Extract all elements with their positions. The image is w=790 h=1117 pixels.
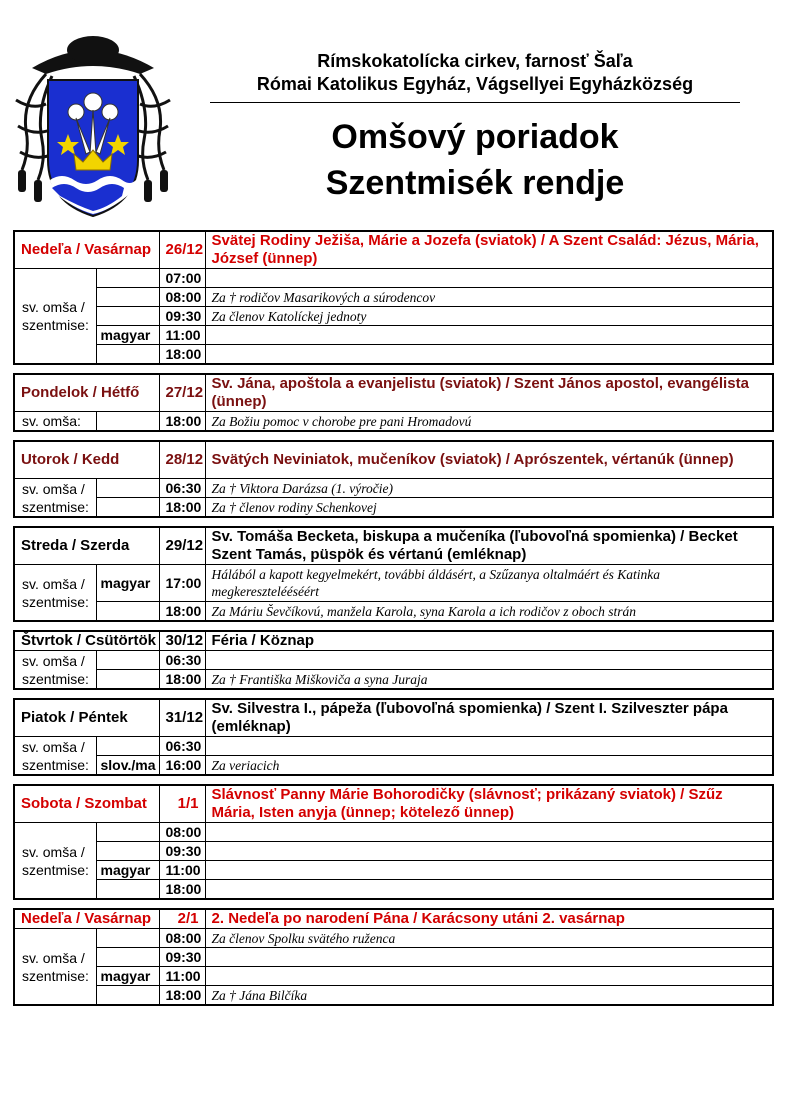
mass-row bbox=[14, 986, 773, 1006]
mass-row bbox=[14, 269, 773, 288]
day-block bbox=[13, 373, 774, 432]
mass-time: 11:00 bbox=[159, 326, 205, 345]
mass-time: 08:00 bbox=[159, 823, 205, 842]
mass-row bbox=[14, 929, 773, 948]
mass-language: magyar bbox=[96, 326, 159, 345]
mass-intention bbox=[205, 326, 773, 345]
mass-row bbox=[14, 565, 773, 602]
day-name: Piatok / Péntek bbox=[14, 699, 159, 737]
mass-intention: Za † členov rodiny Schenkovej bbox=[205, 498, 773, 518]
mass-time: 07:00 bbox=[159, 269, 205, 288]
mass-intention bbox=[205, 842, 773, 861]
mass-intention bbox=[205, 948, 773, 967]
mass-row bbox=[14, 948, 773, 967]
mass-label: sv. omša / szentmise: bbox=[14, 565, 96, 622]
mass-language bbox=[96, 880, 159, 900]
mass-language bbox=[96, 307, 159, 326]
mass-label: sv. omša / szentmise: bbox=[14, 929, 96, 1006]
mass-time: 17:00 bbox=[159, 565, 205, 602]
day-name: Pondelok / Hétfő bbox=[14, 374, 159, 412]
mass-row bbox=[14, 670, 773, 690]
feast-title: Sv. Silvestra I., pápeža (ľubovoľná spomienka) / Szent I. Szilveszter pápa (emléknap) bbox=[205, 699, 773, 737]
mass-row bbox=[14, 967, 773, 986]
mass-label: sv. omša / szentmise: bbox=[14, 823, 96, 900]
mass-time: 11:00 bbox=[159, 967, 205, 986]
mass-intention bbox=[205, 269, 773, 288]
day-block bbox=[13, 784, 774, 900]
mass-time: 18:00 bbox=[159, 986, 205, 1006]
mass-time: 18:00 bbox=[159, 670, 205, 690]
mass-row bbox=[14, 288, 773, 307]
mass-time: 09:30 bbox=[159, 842, 205, 861]
day-block bbox=[13, 698, 774, 776]
mass-row bbox=[14, 823, 773, 842]
page-title-hungarian: Szentmisék rendje bbox=[325, 164, 625, 202]
mass-time: 18:00 bbox=[159, 412, 205, 432]
day-date: 1/1 bbox=[159, 785, 205, 823]
mass-language bbox=[96, 842, 159, 861]
mass-time: 18:00 bbox=[159, 498, 205, 518]
feast-title: Slávnosť Panny Márie Bohorodičky (slávnosť; prikázaný sviatok) / Szűz Mária, Isten anyja (ünnep; kötelező ünnep) bbox=[205, 785, 773, 823]
mass-schedule bbox=[13, 230, 774, 1014]
feast-title: Féria / Köznap bbox=[205, 631, 773, 651]
mass-row bbox=[14, 861, 773, 880]
mass-intention: Za členov Spolku svätého ruženca bbox=[205, 929, 773, 948]
day-date: 30/12 bbox=[159, 631, 205, 651]
mass-language bbox=[96, 345, 159, 365]
mass-intention: Za † Viktora Darázsa (1. výročie) bbox=[205, 479, 773, 498]
mass-time: 08:00 bbox=[159, 929, 205, 948]
mass-row bbox=[14, 498, 773, 518]
mass-row bbox=[14, 880, 773, 900]
day-date: 2/1 bbox=[159, 909, 205, 929]
org-line-hungarian: Római Katolikus Egyház, Vágsellyei Egyházközség bbox=[256, 74, 694, 94]
mass-intention bbox=[205, 651, 773, 670]
mass-label: sv. omša: bbox=[14, 412, 96, 432]
mass-language bbox=[96, 602, 159, 622]
day-block bbox=[13, 440, 774, 518]
mass-language bbox=[96, 412, 159, 432]
mass-language: magyar bbox=[96, 967, 159, 986]
mass-language bbox=[96, 737, 159, 756]
mass-intention bbox=[205, 823, 773, 842]
org-line-slovak: Rímskokatolícka cirkev, farnosť Šaľa bbox=[317, 51, 633, 71]
mass-row bbox=[14, 326, 773, 345]
day-date: 27/12 bbox=[159, 374, 205, 412]
mass-language bbox=[96, 479, 159, 498]
day-date: 28/12 bbox=[159, 441, 205, 479]
mass-label: sv. omša / szentmise: bbox=[14, 479, 96, 518]
mass-row bbox=[14, 307, 773, 326]
day-block bbox=[13, 230, 774, 365]
feast-title: Svätých Neviniatok, mučeníkov (sviatok) / Aprószentek, vértanúk (ünnep) bbox=[205, 441, 773, 479]
mass-language bbox=[96, 288, 159, 307]
mass-language bbox=[96, 823, 159, 842]
mass-label: sv. omša / szentmise: bbox=[14, 269, 96, 365]
mass-time: 18:00 bbox=[159, 602, 205, 622]
mass-intention: Za † rodičov Masarikových a súrodencov bbox=[205, 288, 773, 307]
mass-language bbox=[96, 269, 159, 288]
mass-row bbox=[14, 842, 773, 861]
mass-intention bbox=[205, 880, 773, 900]
mass-time: 18:00 bbox=[159, 345, 205, 365]
mass-language: slov./ma bbox=[96, 756, 159, 776]
mass-time: 18:00 bbox=[159, 880, 205, 900]
mass-time: 11:00 bbox=[159, 861, 205, 880]
day-name: Utorok / Kedd bbox=[14, 441, 159, 479]
mass-intention: Za veriacich bbox=[205, 756, 773, 776]
header-divider bbox=[210, 102, 740, 103]
mass-language: magyar bbox=[96, 861, 159, 880]
day-name: Štvrtok / Csütörtök bbox=[14, 631, 159, 651]
mass-language bbox=[96, 948, 159, 967]
mass-time: 09:30 bbox=[159, 948, 205, 967]
feast-title: Sv. Tomáša Becketa, biskupa a mučeníka (ľubovoľná spomienka) / Becket Szent Tamás, püspök és vértanú (emléknap) bbox=[205, 527, 773, 565]
mass-intention bbox=[205, 861, 773, 880]
day-block bbox=[13, 908, 774, 1006]
mass-row bbox=[14, 651, 773, 670]
feast-title: Svätej Rodiny Ježiša, Márie a Jozefa (sviatok) / A Szent Család: Jézus, Mária, József (ünnep) bbox=[205, 231, 773, 269]
day-name: Streda / Szerda bbox=[14, 527, 159, 565]
mass-intention: Za Máriu Ševčíkovú, manžela Karola, syna Karola a ich rodičov z oboch strán bbox=[205, 602, 773, 622]
mass-language bbox=[96, 986, 159, 1006]
mass-row bbox=[14, 756, 773, 776]
day-name: Nedeľa / Vasárnap bbox=[14, 909, 159, 929]
mass-intention: Hálából a kapott kegyelmekért, további áldásért, a Szűzanya oltalmáért és Katinka megkeresztelééséért bbox=[205, 565, 773, 602]
mass-intention bbox=[205, 737, 773, 756]
feast-title: 2. Nedeľa po narodení Pána / Karácsony utáni 2. vasárnap bbox=[205, 909, 773, 929]
mass-row bbox=[14, 412, 773, 432]
feast-title: Sv. Jána, apoštola a evanjelistu (sviatok) / Szent János apostol, evangélista (ünnep) bbox=[205, 374, 773, 412]
day-block bbox=[13, 630, 774, 690]
coat-of-arms-emblem bbox=[12, 30, 174, 222]
day-block bbox=[13, 526, 774, 622]
mass-row bbox=[14, 737, 773, 756]
mass-intention: Za Božiu pomoc v chorobe pre pani Hromadovú bbox=[205, 412, 773, 432]
mass-language bbox=[96, 498, 159, 518]
mass-label: sv. omša / szentmise: bbox=[14, 651, 96, 690]
mass-language bbox=[96, 651, 159, 670]
page-title-slovak: Omšový poriadok bbox=[331, 118, 619, 156]
mass-intention: Za † Jána Bilčíka bbox=[205, 986, 773, 1006]
day-name: Nedeľa / Vasárnap bbox=[14, 231, 159, 269]
mass-intention: Za † Františka Miškoviča a syna Juraja bbox=[205, 670, 773, 690]
mass-row bbox=[14, 479, 773, 498]
mass-label: sv. omša / szentmise: bbox=[14, 737, 96, 776]
day-name: Sobota / Szombat bbox=[14, 785, 159, 823]
mass-time: 06:30 bbox=[159, 737, 205, 756]
mass-row bbox=[14, 345, 773, 365]
mass-intention bbox=[205, 967, 773, 986]
mass-time: 06:30 bbox=[159, 651, 205, 670]
mass-intention: Za členov Katolíckej jednoty bbox=[205, 307, 773, 326]
mass-row bbox=[14, 602, 773, 622]
mass-time: 16:00 bbox=[159, 756, 205, 776]
mass-language bbox=[96, 670, 159, 690]
mass-time: 08:00 bbox=[159, 288, 205, 307]
day-date: 26/12 bbox=[159, 231, 205, 269]
mass-time: 06:30 bbox=[159, 479, 205, 498]
day-date: 31/12 bbox=[159, 699, 205, 737]
mass-time: 09:30 bbox=[159, 307, 205, 326]
mass-language: magyar bbox=[96, 565, 159, 602]
day-date: 29/12 bbox=[159, 527, 205, 565]
mass-intention bbox=[205, 345, 773, 365]
mass-language bbox=[96, 929, 159, 948]
